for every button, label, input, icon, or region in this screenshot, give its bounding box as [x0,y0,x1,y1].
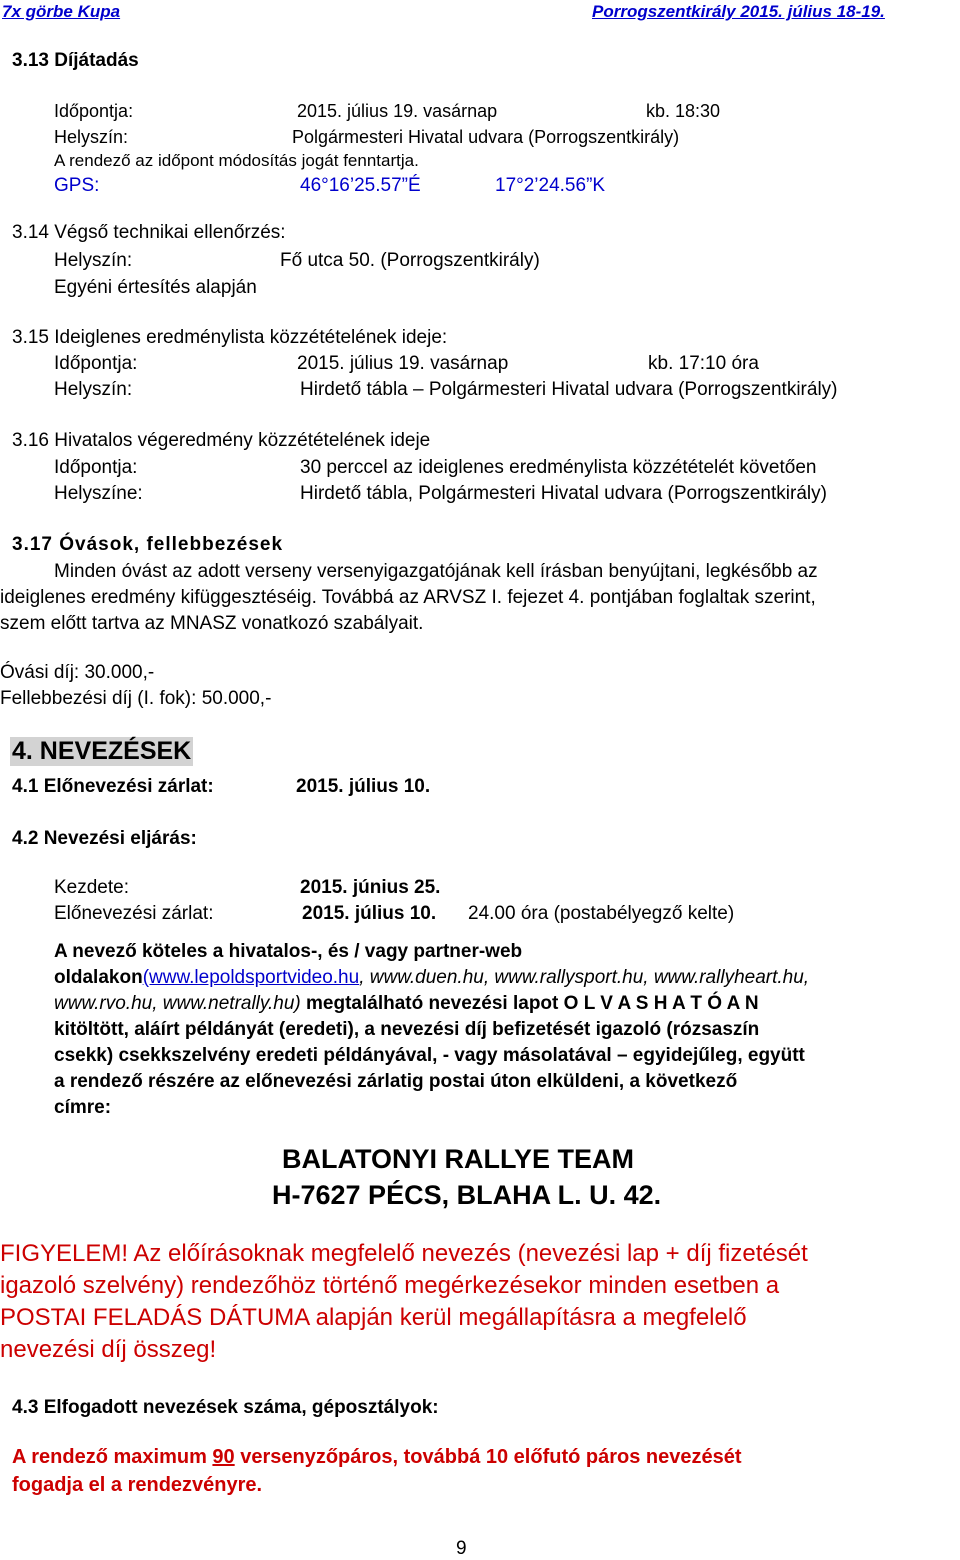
section-3-17-title: 3.17 Óvások, fellebbezések [12,534,284,555]
warning-line-3: POSTAI FELADÁS DÁTUMA alapján kerül megállapításra a megfelelő [0,1304,747,1331]
header-left: 7x görbe Kupa [2,2,121,21]
entry-para-line-7: címre: [54,1097,112,1118]
preclose-label: Előnevezési zárlat: [54,903,214,924]
entry-para-line-5: csekk) csekkszelvény eredeti példányával, - vagy másolatával – egyidejűleg, együtt [54,1045,805,1066]
s316-place-value: Hirdető tábla, Polgármesteri Hivatal udvara (Porrogszentkirály) [300,483,827,504]
max-entries-line-2: fogadja el a rendezvényre. [12,1474,263,1496]
s314-place-label: Helyszín: [54,250,133,271]
max-entries-number: 90 [212,1446,235,1468]
s313-time-date: 2015. július 19. vasárnap [297,101,498,121]
s317-line-1: Minden óvást az adott verseny versenyigazgatójának kell írásban benyújtani, legkésőbb az [54,561,818,582]
entry-para-line-3 [54,993,759,1015]
section-4-title: 4. NEVEZÉSEK [12,737,192,765]
warning-line-2: igazoló szelvény) rendezőhöz történő megérkezésekor minden esetben a [0,1272,780,1299]
page-number: 9 [456,1538,467,1559]
max-entries-1b: versenyzőpáros, továbbá 10 előfutó páros nevezését [234,1446,742,1468]
s316-time-label: Időpontja: [54,457,138,478]
s41-value: 2015. július 10. [296,776,431,797]
start-value: 2015. június 25. [300,877,441,898]
preclose-value: 2015. július 10. [302,903,437,924]
gps-east: 17°2’24.56”K [495,175,606,196]
s313-time-label: Időpontja: [54,101,134,121]
entry-para-line-6: a rendező részére az előnevezési zárlatig postai úton elküldeni, a következő [54,1071,738,1092]
s314-note: Egyéni értesítés alapján [54,277,257,298]
preclose-time: 24.00 óra (postabélyegző kelte) [468,903,735,924]
entry-para-line-1: A nevező köteles a hivatalos-, és / vagy partner-web [54,941,523,962]
section-4-3-title: 4.3 Elfogadott nevezések száma, géposztályok: [12,1397,439,1418]
section-3-15-title: 3.15 Ideiglenes eredménylista közzétételének ideje: [12,327,448,348]
section-4-2-title: 4.2 Nevezési eljárás: [12,828,197,849]
s315-place-label: Helyszín: [54,379,133,400]
entry-para-2a: oldalakon [54,967,143,988]
lepoldsportvideo-link[interactable]: (www.lepoldsportvideo.hu [142,967,360,988]
header-right: Porrogszentkirály 2015. július 18-19. [592,2,885,21]
address-street: H-7627 PÉCS, BLAHA L. U. 42. [272,1180,662,1210]
s314-place-value: Fő utca 50. (Porrogszentkirály) [280,250,540,271]
s315-time-label: Időpontja: [54,353,138,374]
entry-para-3b: megtalálható nevezési lapot O L V A S H A T Ó A N [300,993,759,1014]
section-3-16-title: 3.16 Hivatalos végeredmény közzétételének ideje [12,430,431,451]
s315-time-date: 2015. július 19. vasárnap [297,353,509,374]
s317-line-3: szem előtt tartva az MNASZ vonatkozó szabályait. [0,613,424,634]
max-entries-1a: A rendező maximum [12,1446,213,1468]
start-label: Kezdete: [54,877,129,898]
entry-para-2b: , www.duen.hu, www.rallysport.hu, www.rallyheart.hu, [359,967,810,988]
entry-para-3a: www.rvo.hu, www.netrally.hu) [54,993,301,1014]
s317-line-2: ideiglenes eredmény kifüggesztéséig. Továbbá az ARVSZ I. fejezet 4. pontjában foglaltak szerint, [0,587,816,608]
appeal-fee: Fellebbezési díj (I. fok): 50.000,- [0,688,272,709]
s313-note: A rendező az időpont módosítás jogát fenntartja. [54,151,419,170]
max-entries-line-1 [12,1446,742,1469]
warning-line-1: FIGYELEM! Az előírásoknak megfelelő nevezés (nevezési lap + díj fizetését [0,1240,808,1267]
gps-label: GPS: [54,175,100,196]
s316-place-label: Helyszíne: [54,483,143,504]
entry-para-line-4: kitöltött, aláírt példányát (eredeti), a nevezési díj befizetését igazoló (rózsaszín [54,1019,760,1040]
s313-time-hour: kb. 18:30 [646,101,721,121]
s41-label: 4.1 Előnevezési zárlat: [12,776,214,797]
section-3-14-title: 3.14 Végső technikai ellenőrzés: [12,222,286,243]
s316-time-value: 30 perccel az ideiglenes eredménylista közzétételét követően [300,457,817,478]
s313-place-value: Polgármesteri Hivatal udvara (Porrogszentkirály) [292,127,680,147]
warning-line-4: nevezési díj összeg! [0,1336,217,1363]
s313-place-label: Helyszín: [54,127,129,147]
address-name: BALATONYI RALLYE TEAM [282,1144,635,1174]
s315-time-hour: kb. 17:10 óra [648,353,759,374]
s315-place-value: Hirdető tábla – Polgármesteri Hivatal udvara (Porrogszentkirály) [300,379,838,400]
protest-fee: Óvási díj: 30.000,- [0,662,155,683]
entry-para-line-2 [54,967,809,989]
gps-north: 46°16’25.57”É [300,175,421,196]
section-3-13-title: 3.13 Díjátadás [12,50,139,71]
